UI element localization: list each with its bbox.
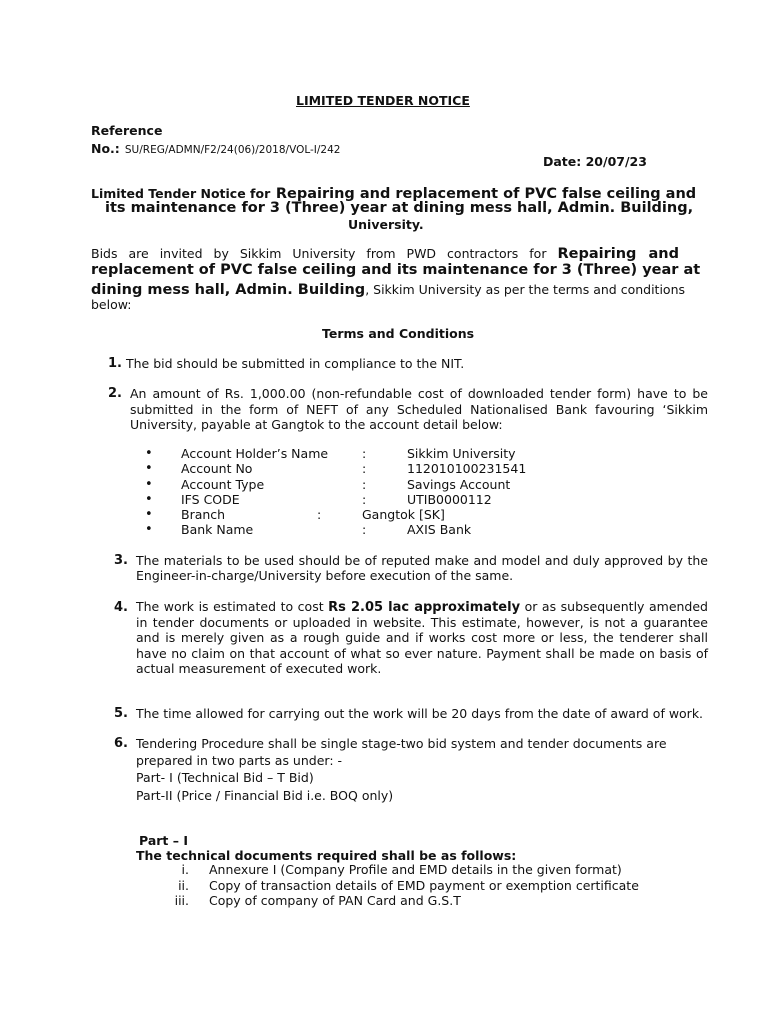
account-bullet: • bbox=[145, 461, 153, 476]
item-4-number: 4. bbox=[114, 600, 128, 615]
branch-value: Gangtok [SK] bbox=[362, 507, 445, 522]
item-3-number: 3. bbox=[114, 553, 128, 568]
part-1-item-number: ii. bbox=[178, 878, 189, 893]
item-6-line-3: Part- I (Technical Bid – T Bid) bbox=[136, 770, 314, 785]
item-2-line-3: University, payable at Gangtok to the account detail below: bbox=[130, 417, 503, 432]
subject-line-3: University. bbox=[348, 217, 424, 232]
ifs-code-label: IFS CODE bbox=[181, 492, 240, 507]
part-1-item-number: iii. bbox=[174, 893, 189, 908]
account-colon: : bbox=[317, 507, 322, 522]
part-1-item-text: Copy of company of PAN Card and G.S.T bbox=[209, 893, 461, 908]
subject-bold-1: Repairing and replacement of PVC false ceiling and bbox=[275, 186, 697, 202]
reference-label: Reference bbox=[91, 123, 163, 138]
intro-bold-1: Repairing and bbox=[557, 246, 680, 262]
subject-line-2: its maintenance for 3 (Three) year at dining mess hall, Admin. Building, bbox=[105, 200, 694, 216]
account-bullet: • bbox=[145, 477, 153, 492]
item-4-line-4: have no claim on that account of what so ever nature. Payment shall be made on basis of bbox=[136, 646, 708, 661]
part-1-subheading: The technical documents required shall be as follows: bbox=[136, 848, 517, 863]
account-holder-label: Account Holder’s Name bbox=[181, 446, 329, 461]
item-4-text-c: or as subsequently amended bbox=[524, 599, 708, 614]
item-3-line-2: Engineer-in-charge/University before execution of the same. bbox=[136, 568, 514, 583]
account-bullet: • bbox=[145, 446, 153, 461]
account-no-value: 112010100231541 bbox=[407, 461, 527, 476]
account-colon: : bbox=[362, 522, 367, 537]
item-5-number: 5. bbox=[114, 706, 128, 721]
account-holder-value: Sikkim University bbox=[407, 446, 516, 461]
terms-heading: Terms and Conditions bbox=[322, 326, 475, 341]
intro-text-1: Bids are invited by Sikkim University from PWD contractors for bbox=[91, 246, 547, 261]
item-4-estimate: Rs 2.05 lac approximately bbox=[328, 600, 521, 615]
item-4-text-a: The work is estimated to cost bbox=[136, 599, 324, 614]
notice-date: Date: 20/07/23 bbox=[543, 154, 647, 169]
intro-line-3 bbox=[91, 279, 685, 298]
part-1-heading: Part – I bbox=[139, 833, 189, 848]
part-1-item-text: Annexure I (Company Profile and EMD details in the given format) bbox=[209, 862, 622, 877]
reference-no-value: SU/REG/ADMN/F2/24(06)/2018/VOL-I/242 bbox=[124, 144, 341, 156]
item-2-line-2: submitted in the form of NEFT of any Scheduled Nationalised Bank favouring ‘Sikkim bbox=[130, 402, 708, 417]
item-4-line-3: and is merely given as a rough guide and if works cost more or less, the tenderer shall bbox=[136, 630, 708, 645]
ifs-code-value: UTIB0000112 bbox=[407, 492, 492, 507]
intro-line-4: below: bbox=[91, 297, 132, 312]
item-4-line-5: actual measurement of executed work. bbox=[136, 661, 382, 676]
account-colon: : bbox=[362, 446, 367, 461]
part-1-item-text: Copy of transaction details of EMD payment or exemption certificate bbox=[209, 878, 639, 893]
account-bullet: • bbox=[145, 507, 153, 522]
account-colon: : bbox=[362, 492, 367, 507]
account-no-label: Account No bbox=[181, 461, 253, 476]
item-5-text: The time allowed for carrying out the work will be 20 days from the date of award of work. bbox=[136, 706, 704, 721]
item-6-number: 6. bbox=[114, 736, 128, 751]
intro-text-3: , Sikkim University as per the terms and conditions bbox=[365, 282, 686, 297]
item-6-line-2: prepared in two parts as under: - bbox=[136, 753, 343, 768]
account-colon: : bbox=[362, 461, 367, 476]
bank-name-value: AXIS Bank bbox=[407, 522, 472, 537]
item-1-text: The bid should be submitted in compliance to the NIT. bbox=[126, 356, 465, 371]
branch-label: Branch bbox=[181, 507, 226, 522]
item-2-number: 2. bbox=[108, 386, 122, 401]
item-6-line-4: Part-II (Price / Financial Bid i.e. BOQ only) bbox=[136, 788, 394, 803]
account-bullet: • bbox=[145, 522, 153, 537]
reference-no-label: No.: bbox=[91, 141, 120, 156]
item-6-line-1: Tendering Procedure shall be single stage-two bid system and tender documents are bbox=[136, 736, 667, 751]
item-2-line-1: An amount of Rs. 1,000.00 (non-refundable cost of downloaded tender form) have to be bbox=[130, 386, 708, 401]
account-colon: : bbox=[362, 477, 367, 492]
intro-line-2: replacement of PVC false ceiling and its maintenance for 3 (Three) year at bbox=[91, 262, 701, 278]
item-3-line-1: The materials to be used should be of reputed make and model and duly approved by the bbox=[136, 553, 708, 568]
account-type-value: Savings Account bbox=[407, 477, 511, 492]
subject-prefix: Limited Tender Notice for bbox=[91, 186, 271, 201]
item-1-number: 1. bbox=[108, 356, 122, 371]
account-bullet: • bbox=[145, 492, 153, 507]
notice-title: LIMITED TENDER NOTICE bbox=[296, 93, 470, 108]
account-type-label: Account Type bbox=[181, 477, 265, 492]
item-4-line-2: in tender documents or uploaded in website. This estimate, however, is not a guarantee bbox=[136, 615, 708, 630]
reference-number bbox=[91, 138, 340, 157]
bank-name-label: Bank Name bbox=[181, 522, 254, 537]
part-1-item-number: i. bbox=[181, 862, 189, 877]
intro-bold-3: dining mess hall, Admin. Building bbox=[91, 282, 366, 298]
